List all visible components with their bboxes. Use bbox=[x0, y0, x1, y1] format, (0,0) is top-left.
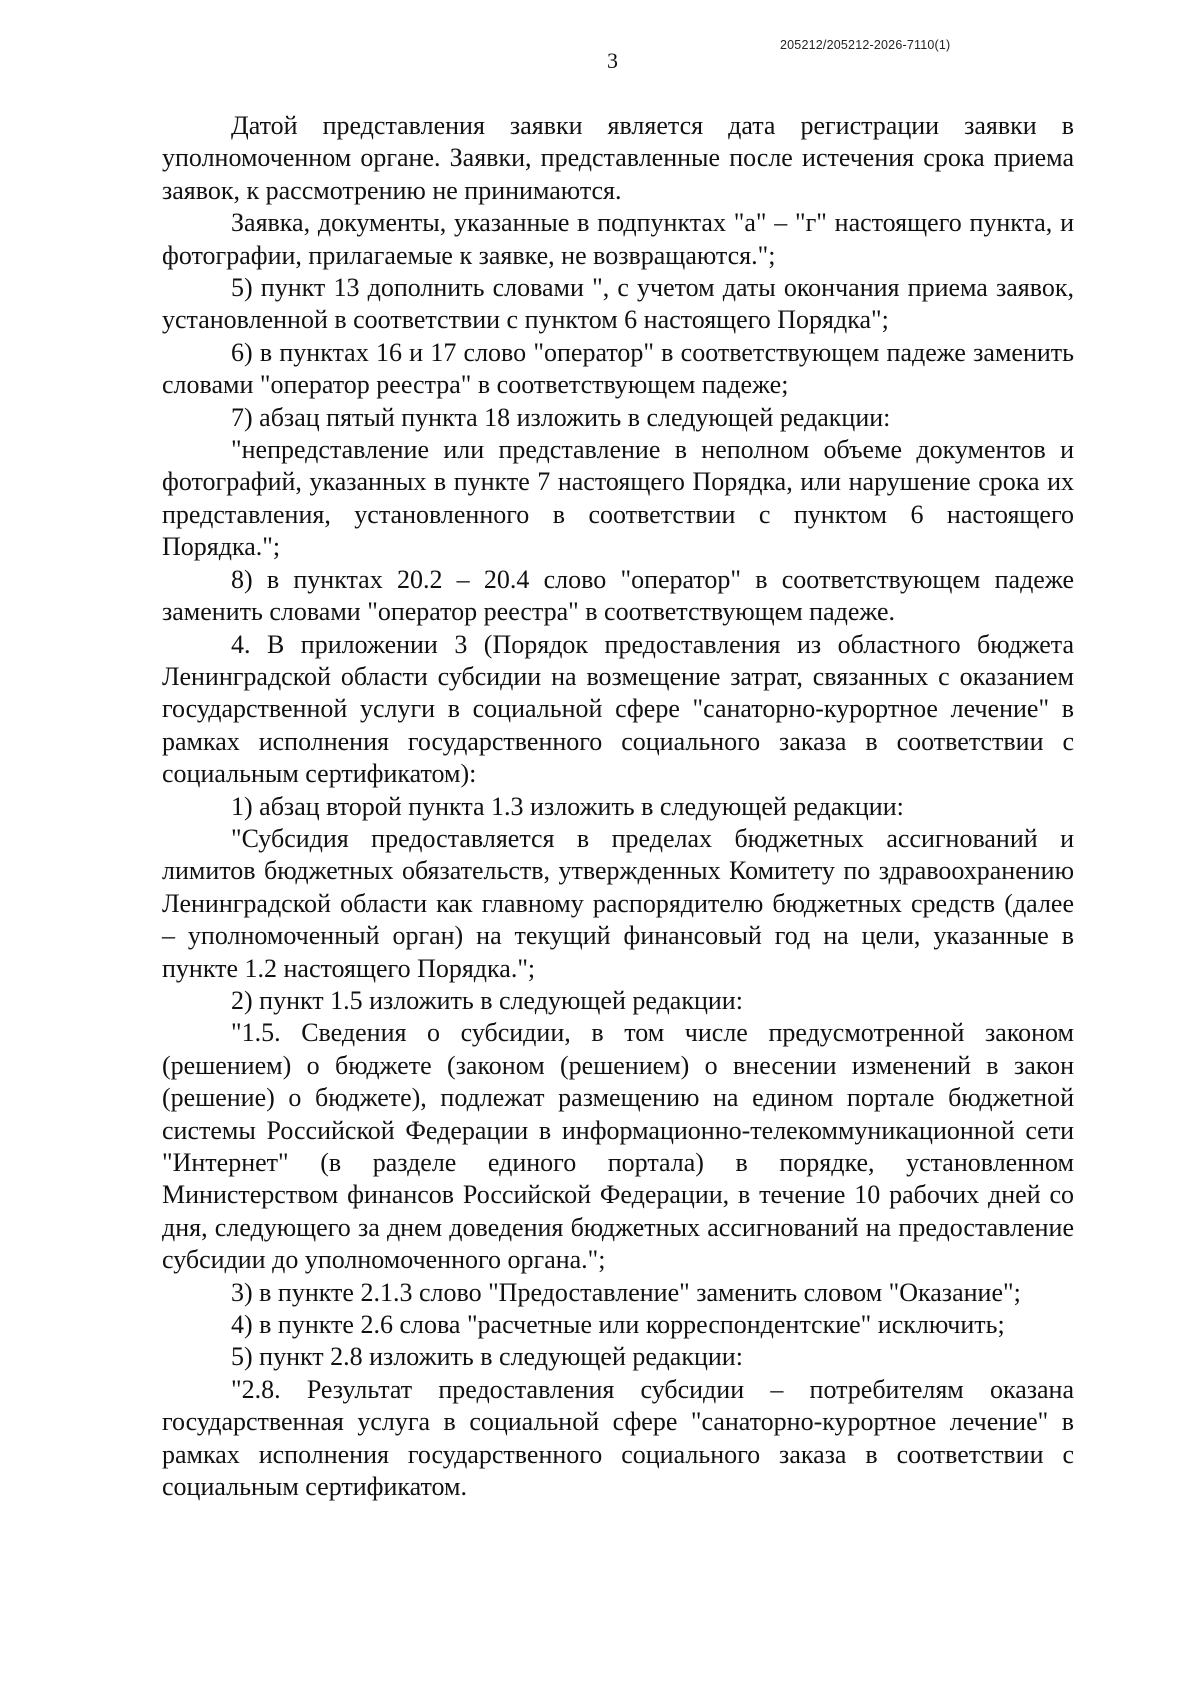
paragraph-item-8-points-20: 8) в пунктах 20.2 – 20.4 слово "оператор" в соответствующем падеже заменить словами "оператор реестра" в соответствующем падеже. bbox=[162, 564, 1074, 627]
paragraph-item-7-point-18: 7) абзац пятый пункта 18 изложить в следующей редакции: bbox=[231, 402, 891, 432]
paragraph-item-5-point-13: 5) пункт 13 дополнить словами ", с учетом даты окончания приема заявок, установленной в соответствии с пунктом 6 настоящего Порядка"; bbox=[162, 273, 1074, 335]
paragraph-item-3-point-2-1-3: 3) в пункте 2.1.3 слово "Предоставление" заменить словом "Оказание"; bbox=[231, 1277, 1021, 1307]
page-number: 3 bbox=[607, 48, 618, 73]
paragraph-item-2-point-1-5: 2) пункт 1.5 изложить в следующей редакции: bbox=[231, 985, 743, 1015]
paragraph-application-date: Датой представления заявки является дата регистрации заявки в уполномоченном органе. Заявки, представленные после истечения срока приема заявок, к рассмотрению не принимаются. bbox=[162, 111, 1074, 205]
paragraph-quote-subsidy-info: "1.5. Сведения о субсидии, в том числе предусмотренной законом (решением) о бюджете (законом (решением) о внесении изменений в закон (решение) о бюджете), подлежат размещению на едином портале бюджетной системы Российской Федерации в информационно-телекоммуникационной сети "Интернет" (в разделе единого портала) в порядке, установленном Министерством финансов Российской Федерации, в течение 10 рабочих дней со дня, следующего за днем доведения бюджетных ассигнований на предоставление субсидии до уполномоченного органа."; bbox=[162, 1018, 1074, 1275]
paragraph-documents-not-returned: Заявка, документы, указанные в подпунктах "а" – "г" настоящего пункта, и фотографии, прилагаемые к заявке, не возвращаются."; bbox=[162, 208, 1074, 270]
paragraph-quote-subsidy-result: "2.8. Результат предоставления субсидии – потребителям оказана государственная услуга в социальной сфере "санаторно-курортное лечение" в рамках исполнения государственного социального заказа в соответствии с социальным сертификатом. bbox=[162, 1374, 1074, 1502]
paragraph-item-5-point-2-8: 5) пункт 2.8 изложить в следующей редакции: bbox=[231, 1342, 743, 1372]
paragraph-item-6-points-16-17: 6) в пунктах 16 и 17 слово "оператор" в соответствующем падеже заменить словами "оператор реестра" в соответствующем падеже; bbox=[162, 337, 1074, 400]
paragraph-quote-subsidy-limits: "Субсидия предоставляется в пределах бюджетных ассигнований и лимитов бюджетных обязательств, утвержденных Комитету по здравоохранению Ленинградской области как главному распорядителю бюджетных средств (далее – уполномоченный орган) на текущий финансовый год на цели, указанные в пункте 1.2 настоящего Порядка."; bbox=[162, 823, 1074, 983]
document-body bbox=[162, 110, 1074, 1503]
paragraph-section-4-appendix-3: 4. В приложении 3 (Порядок предоставления из областного бюджета Ленинградской области субсидии на возмещение затрат, связанных с оказанием государственной услуги в социальной сфере "санаторно-курортное лечение" в рамках исполнения государственного социального заказа в соответствии с социальным сертификатом): bbox=[162, 629, 1074, 789]
paragraph-item-1-point-1-3: 1) абзац второй пункта 1.3 изложить в следующей редакции: bbox=[231, 791, 904, 821]
paragraph-item-4-point-2-6: 4) в пункте 2.6 слова "расчетные или корреспондентские" исключить; bbox=[231, 1310, 1005, 1340]
document-id: 205212/205212-2026-7110(1) bbox=[780, 38, 951, 52]
paragraph-quote-non-submission: "непредставление или представление в неполном объеме документов и фотографий, указанных в пункте 7 настоящего Порядка, или нарушение срока их представления, установленного в соответствии с пунктом 6 настоящего Порядка."; bbox=[162, 435, 1074, 562]
